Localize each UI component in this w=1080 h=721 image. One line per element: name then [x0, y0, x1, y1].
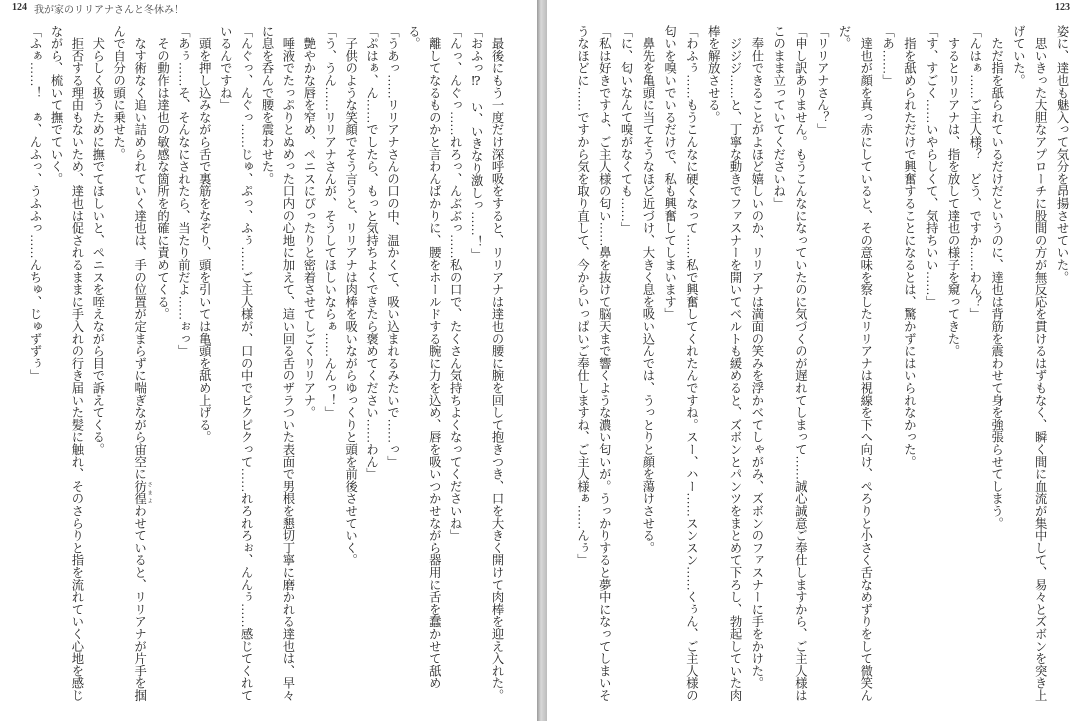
text-line	[402, 25, 423, 705]
text-line	[256, 25, 277, 705]
left-page-body-text	[24, 25, 507, 705]
text-line: 匂いを嗅いでいるだけで、私も興奮してしまいます」	[662, 25, 677, 321]
text-line	[66, 25, 87, 705]
text-line	[214, 25, 235, 705]
text-line: 指を舐められただけで興奮することになるとは、驚かずにはいられなかった。	[902, 25, 917, 468]
text-segment: なす術なく追い詰められていく達也は、手の位置が定まらずに喘ぎながら宙空に	[132, 25, 147, 481]
ruby-base: 彷徨	[132, 480, 147, 505]
text-line	[382, 25, 403, 705]
text-line: 達也が顔を真っ赤にしていると、その意味を察したリリアナは視線を下へ向け、ぺろりと小さく舌なめずりをして微笑ん	[858, 25, 873, 702]
text-segment: 拒否する理由もないため、達也は促されるままに手入れの行き届いた髪に触れ、そのさらりと指を流れていく心地を感じ	[69, 25, 84, 702]
text-line	[87, 25, 108, 705]
text-segment: 「おふっ⁉ い、いきなり激しっ……！」	[469, 25, 484, 261]
text-line: 奉仕できることがよほど嬉しいのか、リリアナは満面の笑みを浮かべてしゃがみ、ズボンのファスナーに手をかけた。	[749, 25, 764, 690]
text-line: 「申し訳ありません。もうこんなになっていたのに気づくのが遅れてしまって……誠心誠意ご奉仕しますから、ご主人様は	[793, 25, 808, 702]
running-head: 我が家のリリアナさんと冬休み！	[34, 5, 184, 16]
text-segment: 最後にもう一度だけ深呼吸をすると、リリアナは達也の腰に腕を回して抱きつき、口を大きく開けて肉棒を迎え入れた。	[490, 25, 504, 702]
text-line: ジジジ……と、丁寧な動きでファスナーを開いてベルトも緩めると、ズボンとパンツをまとめて下ろし、勃起していた肉	[728, 25, 743, 702]
text-line: だ。	[837, 25, 852, 50]
text-line	[361, 25, 382, 705]
text-line: 姿に、達也も魅入って気分を昂揚させていた。	[1055, 25, 1069, 284]
text-line	[152, 25, 173, 705]
text-segment: んで自分の頭に乗せた。	[111, 25, 126, 161]
text-line	[173, 25, 194, 705]
text-segment: 「ぷはぁ、ん……でしたら、もっと気持ちよくできたら褒めてください……わん」	[364, 25, 379, 481]
text-segment: いるんですね」	[218, 25, 233, 112]
text-segment: 離してなるものかと言わんばかりに、腰をホールドする腕に力を込め、唇を吸いつかせながら器用に舌を蠢かせて舐め	[427, 25, 442, 690]
text-segment: 唾液でたっぷりとぬめった口内の心地に加えて、這い回る舌のザラついた表面で男根を懇切丁寧に磨かれる達也は、早々	[280, 25, 295, 702]
text-line	[319, 25, 340, 705]
text-line: 「に、匂いなんて嗅がなくても……」	[619, 25, 634, 235]
text-line: 「す、すごく……いやらしくて、気持ちいい……」	[924, 25, 939, 308]
text-line	[423, 25, 444, 705]
text-line	[108, 25, 129, 705]
text-segment: 艶やかな唇を窄め、ペニスにぴったりと密着させてしごくリリアナ。	[301, 25, 316, 419]
text-line	[486, 25, 507, 705]
text-segment: に息を呑んで腰を震わせた。	[260, 25, 275, 185]
text-line: 「わふぅ……もうこんなに硬くなって……私で興奮してくれたんですね。スー、ハー……スンスン……くぅん、ご主人様の	[684, 25, 699, 702]
text-line	[298, 25, 319, 705]
text-line: うなほどに……ですから気を取り直して、今からいっぱいご奉仕しますね、ご主人様ぁ……んぅ」	[575, 25, 590, 567]
text-line: ただ指を舐られているだけだというのに、達也は背筋を震わせて身を強張らせてしまう。	[989, 25, 1004, 530]
text-segment: 犬らしく扱うために撫でてほしいと、ペニスを咥えながら目で訴えてくる。	[90, 25, 105, 456]
text-line	[24, 25, 45, 705]
text-line: 「私は好きですよ、ご主人様の匂い……鼻を抜けて脳天まで響くような濃い匂いが。うっかりすると夢中になってしまいそ	[597, 25, 612, 702]
right-page-body-text	[571, 25, 1072, 705]
text-segment: 「んぐっ、んぐっ……じゅ、ぷっ、ふぅ……ご主人様が、口の中でピクピクって……れろれろぉ、んんぅ……感じてくれて	[239, 25, 254, 702]
book-gutter	[537, 0, 547, 721]
text-line: 「んはぁ……ご主人様？ どう、ですか……わん？」	[967, 25, 982, 321]
text-segment: ながら、梳いて撫でていく。	[48, 25, 63, 185]
text-line: 「あ……」	[880, 25, 895, 87]
text-line: するとリリアナは、指を放して達也の様子を窺ってきた。	[946, 25, 961, 358]
ruby-word	[132, 480, 152, 505]
text-segment: 「あぅ……そ、そんなにされたら、当たり前だよ……ぉっ」	[176, 25, 191, 358]
text-segment: その動作は達也の敏感な箇所を的確に責めてくる。	[155, 25, 170, 321]
text-line	[340, 25, 361, 705]
text-line: 「リリアナさん？」	[815, 25, 830, 136]
text-segment: 子供のような笑顔でそう言うと、リリアナは肉棒を吸いながらゆっくりと頭を前後させていく。	[343, 25, 358, 567]
text-segment: 「う、うん……リリアナさんが、そうしてほしいならぁ……んんっ！」	[322, 25, 337, 419]
text-line	[444, 25, 465, 705]
text-segment: 「うあっ……リリアナさんの口の中、温かくて、吸い込まれるみたいで……っ」	[385, 25, 400, 468]
text-line	[45, 25, 66, 705]
ruby-reading: さまよ	[146, 480, 152, 505]
text-line	[235, 25, 256, 705]
text-line: 思いきった大胆なアプローチに股間の方が無反応を貫けるはずもなく、瞬く間に血流が集中して、易々とズボンを突き上	[1033, 25, 1048, 702]
text-line	[193, 25, 214, 705]
right-page	[547, 0, 1080, 721]
page-number: 124	[12, 2, 27, 13]
page-number: 123	[1055, 2, 1070, 13]
text-line: このまま立っていてくださいね」	[771, 25, 786, 210]
text-line: 棒を解放させる。	[706, 25, 721, 124]
text-line	[465, 25, 486, 705]
text-segment: 「ふぁ……！ ぁ、んふっ、うふふっ……んちゅ、じゅずずぅ」	[28, 25, 43, 382]
text-segment: る。	[406, 25, 421, 50]
text-segment: わせていると、リリアナが片手を掴	[132, 504, 147, 702]
text-segment: 頭を押し込みながら舌で裏筋をなぞり、頭を引いては亀頭を舐め上げる。	[197, 25, 212, 444]
left-page	[0, 0, 537, 721]
text-line	[277, 25, 298, 705]
text-segment: 「んっ、んぐっ……れろっ、んぶぶっ……私の口で、たくさん気持ちよくなってくださいね」	[448, 25, 463, 542]
text-line: 鼻先を亀頭に当てそうなほど近づけ、大きく息を吸い込んでは、うっとりと顔を蕩けさせる。	[640, 25, 655, 554]
text-line	[129, 25, 152, 705]
text-line: げていた。	[1011, 25, 1026, 87]
